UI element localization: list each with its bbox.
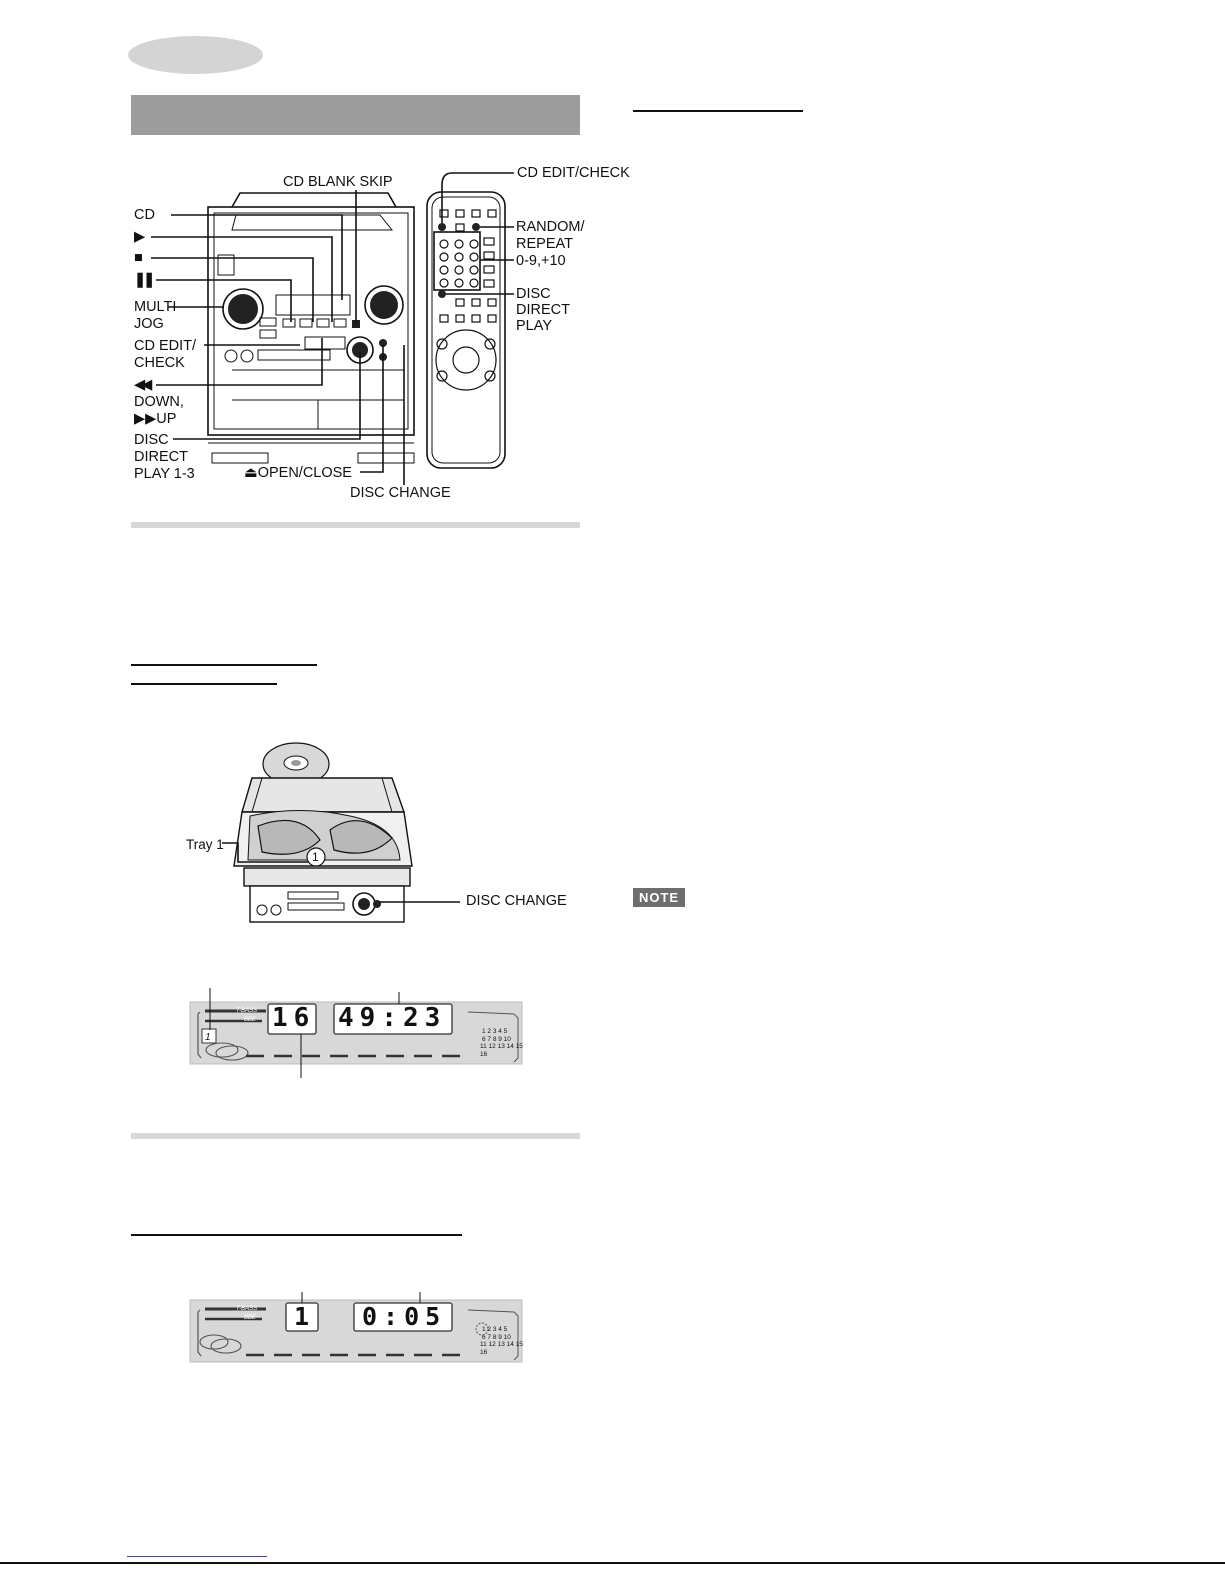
display1-tbass: T-BASS [236, 1008, 258, 1014]
label-disc-direct-2: DIRECT [134, 449, 188, 465]
display2-track-grid [480, 1326, 523, 1356]
label-disc-change: DISC CHANGE [350, 485, 451, 501]
display1-grid-row: 11 12 13 14 15 [480, 1043, 523, 1050]
label-remote-disc-2: DIRECT [516, 302, 570, 318]
label-tray-disc-change: DISC CHANGE [466, 893, 567, 909]
label-cd-blank-skip: CD BLANK SKIP [283, 174, 393, 190]
label-numbers: 0-9,+10 [516, 253, 566, 269]
lcd-display-2 [0, 0, 600, 1400]
footer-link-underline [127, 1556, 267, 1557]
display2-grid-row: 1 2 3 4 5 [482, 1326, 508, 1333]
display1-bbe: BBE [244, 1017, 257, 1023]
display1-total-time: 49:23 [338, 1003, 447, 1033]
display2-grid-row: 16 [480, 1348, 488, 1356]
label-cd-edit-check-1: CD EDIT/ [134, 338, 197, 354]
label-random-2: REPEAT [516, 236, 573, 252]
play-icon: ▶ [134, 229, 146, 245]
display1-disc-icon: 1 [205, 1032, 211, 1043]
label-remote-disc-3: PLAY [516, 318, 553, 334]
stop-icon: ■ [134, 250, 143, 266]
display2-elapsed-time: 0:05 [362, 1302, 447, 1331]
label-cd-edit-check-2: CHECK [134, 355, 185, 371]
display2-bbe: BBE [244, 1315, 257, 1321]
label-remote-cd-edit-check: CD EDIT/CHECK [517, 165, 630, 181]
tray-number-badge: 1 [312, 850, 319, 864]
note-badge: NOTE [633, 888, 685, 907]
right-heading-underline [633, 110, 803, 112]
display1-grid-row: 1 2 3 4 5 [482, 1028, 508, 1035]
label-open-close: ⏏OPEN/CLOSE [244, 465, 352, 481]
label-tray-1: Tray 1 [186, 837, 224, 852]
label-down: DOWN, [134, 394, 184, 410]
label-ff-up: ▶▶UP [134, 411, 177, 427]
rewind-icon: ◀◀ [134, 377, 149, 393]
display1-grid-row: 6 7 8 9 10 [482, 1035, 511, 1043]
label-multi: MULTI [134, 299, 177, 315]
display2-grid-row: 6 7 8 9 10 [482, 1333, 511, 1341]
display2-grid-row: 11 12 13 14 15 [480, 1341, 523, 1348]
display1-grid-row: 16 [480, 1050, 488, 1058]
label-cd: CD [134, 207, 155, 223]
display2-track-number: 1 [294, 1302, 316, 1331]
label-disc-direct-3: PLAY 1-3 [134, 466, 195, 482]
label-remote-disc-1: DISC [516, 286, 551, 302]
display1-track-count: 16 [272, 1003, 316, 1033]
footer-rule [0, 1562, 1225, 1564]
label-jog: JOG [134, 316, 164, 332]
label-random-1: RANDOM/ [516, 219, 585, 235]
label-disc-direct-1: DISC [134, 432, 169, 448]
display2-tbass: T-BASS [236, 1306, 258, 1312]
pause-icon: ❚❚ [134, 272, 153, 288]
